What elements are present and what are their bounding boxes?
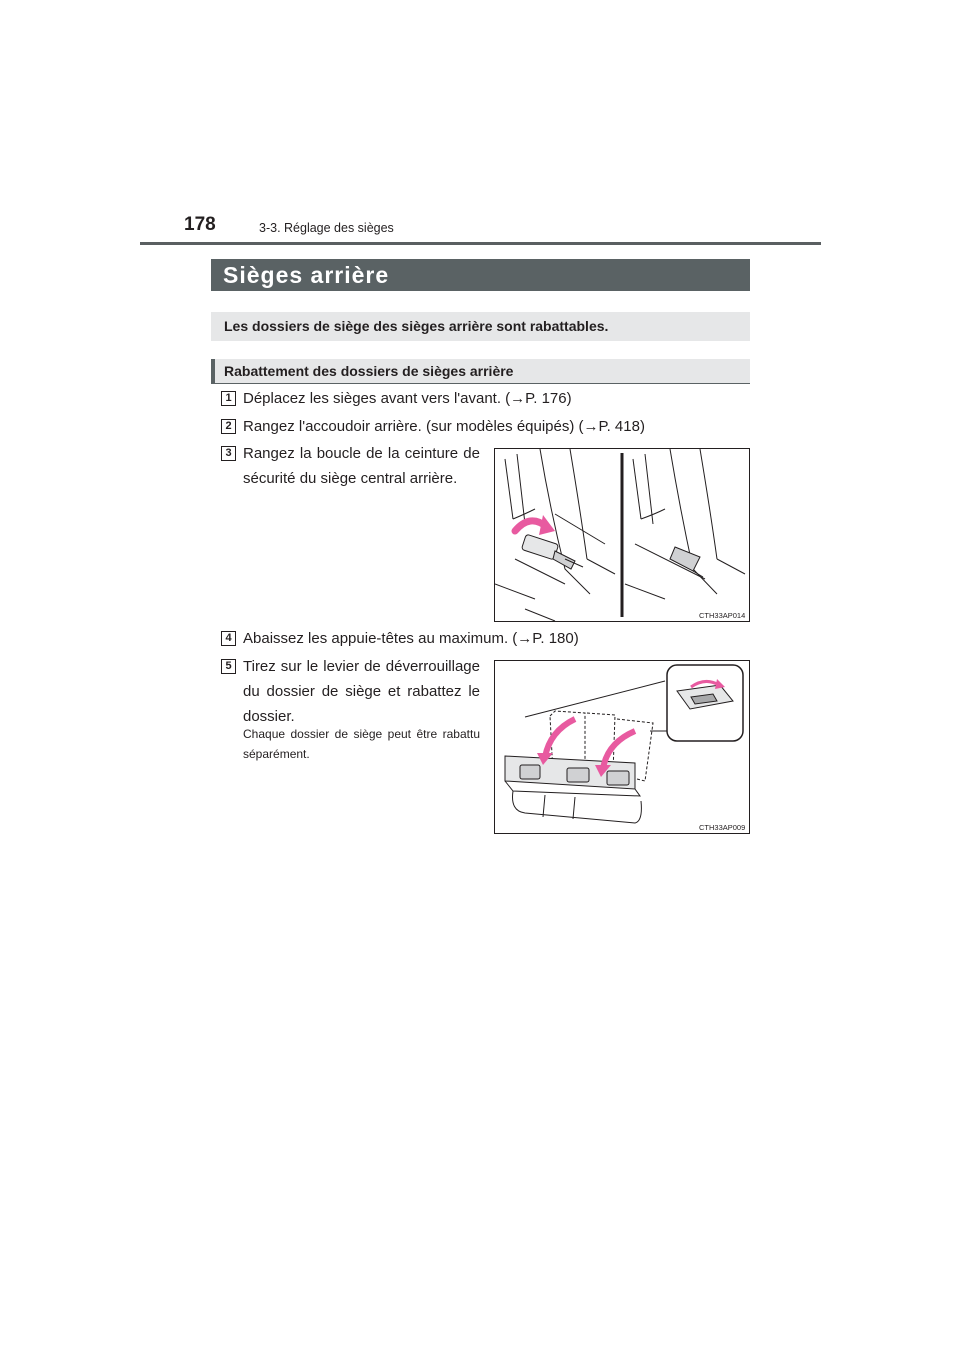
figure-code-buckle: CTH33AP014 <box>699 611 746 620</box>
step-number-4: 4 <box>221 631 236 646</box>
section-reference: 3-3. Réglage des sièges <box>259 221 394 235</box>
figure-seatback-fold <box>494 660 750 834</box>
step-text-2: Rangez l'accoudoir arrière. (sur modèles équipés) (→P. 418) <box>243 418 645 435</box>
step-text-4: Abaissez les appuie-têtes au maximum. (→P. 180) <box>243 630 579 647</box>
step-text-1: Déplacez les sièges avant vers l'avant. (→P. 176) <box>243 390 572 407</box>
page-number: 178 <box>184 214 216 235</box>
step-number-2: 2 <box>221 419 236 434</box>
step-number-5: 5 <box>221 659 236 674</box>
subsection-heading: Rabattement des dossiers de sièges arrière <box>211 359 750 384</box>
step-number-3: 3 <box>221 446 236 461</box>
figure-code-fold: CTH33AP009 <box>699 823 746 832</box>
step-text-3: Rangez la boucle de la ceinture de sécurité du siège central arrière. <box>243 445 480 487</box>
page-title: Sièges arrière <box>211 259 750 291</box>
step-note: Chaque dossier de siège peut être rabattu séparément. <box>243 727 480 761</box>
figure-buckle-storage <box>494 448 750 622</box>
step-text-5: Tirez sur le levier de déverrouillage du dossier de siège et rabattez le dossier. <box>243 658 480 725</box>
buckle-illustration <box>495 449 749 621</box>
header-rule <box>140 242 821 245</box>
step-number-1: 1 <box>221 391 236 406</box>
seatback-fold-illustration <box>495 661 749 833</box>
intro-box: Les dossiers de siège des sièges arrière sont rabattables. <box>211 312 750 341</box>
